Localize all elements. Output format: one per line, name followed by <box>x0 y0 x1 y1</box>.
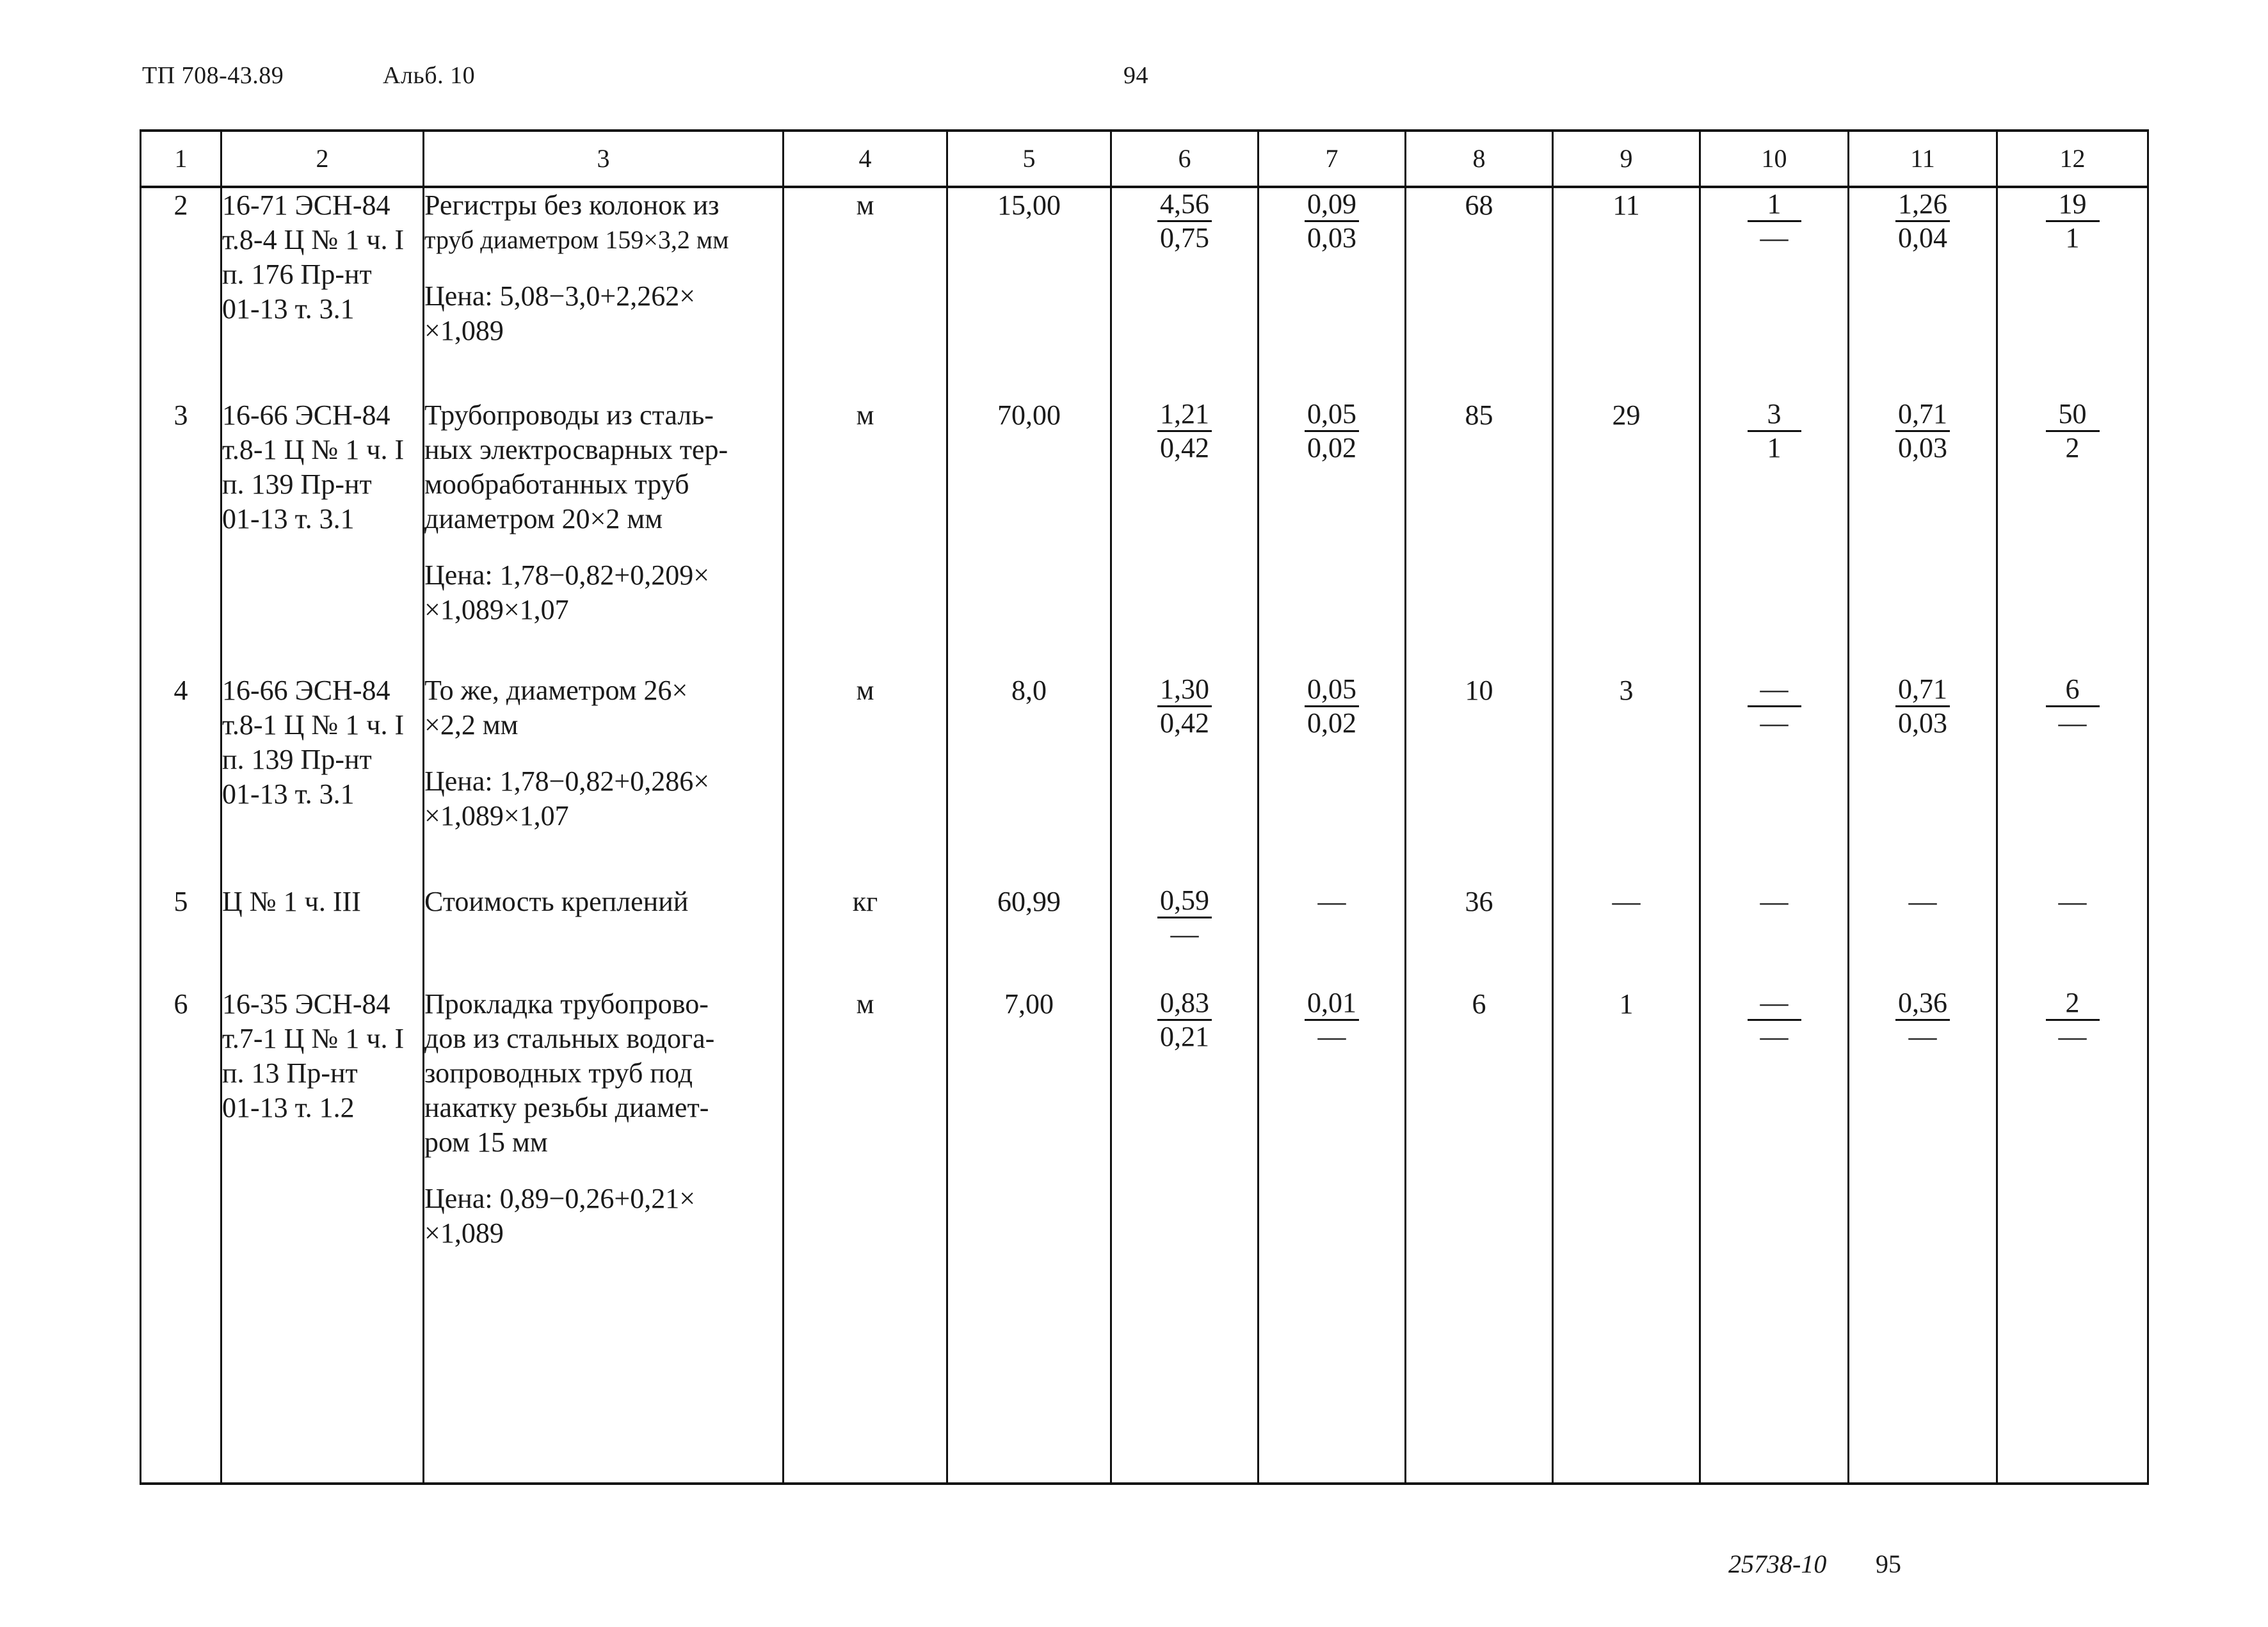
col11-value <box>1849 987 1997 1484</box>
col12-value <box>1997 987 2148 1484</box>
column-number-row <box>141 131 2148 187</box>
column-header: 7 <box>1259 131 1406 187</box>
unit: кг <box>784 885 947 987</box>
price-formula <box>424 1182 782 1251</box>
denominator: 0,21 <box>1160 1021 1209 1052</box>
normative-reference <box>221 987 424 1484</box>
numerator: 0,09 <box>1305 188 1359 222</box>
col10-value <box>1700 987 1849 1484</box>
description-line: дов из стальных водога- <box>424 1023 715 1054</box>
numerator: 0,05 <box>1305 673 1359 707</box>
reference-line: п. 176 Пр-нт <box>222 259 372 290</box>
price-line: Цена: 5,08−3,0+2,262× <box>424 280 696 312</box>
quantity: 70,00 <box>947 398 1111 673</box>
denominator: 0,42 <box>1160 707 1209 739</box>
col7-value: — <box>1259 885 1406 987</box>
table-row <box>141 673 2148 885</box>
row-number: 2 <box>141 187 221 398</box>
numerator: 0,01 <box>1305 987 1359 1021</box>
numerator: 1,30 <box>1157 673 1212 707</box>
description-line: Прокладка трубопрово- <box>424 988 709 1020</box>
price-line: ×1,089×1,07 <box>424 594 569 625</box>
numerator: 4,56 <box>1157 188 1212 222</box>
reference-line: 16-66 ЭСН-84 <box>222 399 390 431</box>
denominator: — <box>1760 707 1789 739</box>
denominator: 0,75 <box>1160 222 1209 253</box>
reference-line: 01-13 т. 3.1 <box>222 503 355 534</box>
description-line: накатку резьбы диамет- <box>424 1092 709 1123</box>
normative-reference <box>221 885 424 987</box>
reference-line: 01-13 т. 3.1 <box>222 293 355 325</box>
column-header: 3 <box>424 131 784 187</box>
reference-line: п. 13 Пр-нт <box>222 1057 358 1089</box>
reference-line: т.7-1 Ц № 1 ч. I <box>222 1023 405 1054</box>
col12-value <box>1997 398 2148 673</box>
numerator: 1 <box>1748 188 1801 222</box>
col8-value: 6 <box>1406 987 1553 1484</box>
col9-value: 11 <box>1553 187 1700 398</box>
denominator: 1 <box>1767 432 1781 463</box>
col7-value <box>1259 673 1406 885</box>
reference-line: п. 139 Пр-нт <box>222 744 372 775</box>
col9-value: 1 <box>1553 987 1700 1484</box>
price-formula <box>424 558 782 627</box>
denominator: 0,04 <box>1898 222 1947 253</box>
table-row <box>141 885 2148 987</box>
col12-value <box>1997 187 2148 398</box>
col10-value <box>1700 187 1849 398</box>
reference-line: 01-13 т. 1.2 <box>222 1092 355 1123</box>
col6-value <box>1111 187 1259 398</box>
column-header: 2 <box>221 131 424 187</box>
normative-reference <box>221 187 424 398</box>
description-line: Стоимость креплений <box>424 886 689 917</box>
denominator: — <box>1760 1021 1789 1052</box>
quantity: 7,00 <box>947 987 1111 1484</box>
reference-line: 16-35 ЭСН-84 <box>222 988 390 1020</box>
footer-document-code: 25738-10 <box>1728 1550 1827 1578</box>
unit: м <box>784 187 947 398</box>
reference-line: т.8-4 Ц № 1 ч. I <box>222 224 405 255</box>
description-line: Регистры без колонок из <box>424 189 720 221</box>
col9-value: 3 <box>1553 673 1700 885</box>
column-header: 5 <box>947 131 1111 187</box>
numerator: 0,71 <box>1895 398 1950 432</box>
numerator: 1,21 <box>1157 398 1212 432</box>
denominator: 1 <box>2065 222 2080 253</box>
description-line: ром 15 мм <box>424 1126 548 1158</box>
col12-value <box>1997 673 2148 885</box>
price-line: Цена: 1,78−0,82+0,209× <box>424 559 710 591</box>
price-line: ×1,089 <box>424 315 504 346</box>
description-line: труб диаметром 159×3,2 мм <box>424 225 729 254</box>
numerator: 2 <box>2046 987 2100 1021</box>
unit: м <box>784 673 947 885</box>
table-row <box>141 398 2148 673</box>
col10-value: — <box>1700 885 1849 987</box>
unit: м <box>784 398 947 673</box>
numerator: — <box>1748 673 1801 707</box>
reference-line: Ц № 1 ч. III <box>222 886 361 917</box>
denominator: — <box>2058 1021 2087 1052</box>
price-line: Цена: 0,89−0,26+0,21× <box>424 1183 696 1214</box>
col8-value: 36 <box>1406 885 1553 987</box>
work-description <box>424 187 784 398</box>
quantity: 60,99 <box>947 885 1111 987</box>
row-number: 4 <box>141 673 221 885</box>
col12-value: — <box>1997 885 2148 987</box>
description-line: ×2,2 мм <box>424 709 519 741</box>
col7-value <box>1259 398 1406 673</box>
numerator: — <box>1748 987 1801 1021</box>
numerator: 0,05 <box>1305 398 1359 432</box>
col10-value <box>1700 398 1849 673</box>
denominator: — <box>1170 918 1199 950</box>
description-line: диаметром 20×2 мм <box>424 503 663 534</box>
col9-value: — <box>1553 885 1700 987</box>
footer-page-number: 95 <box>1876 1550 1901 1578</box>
numerator: 0,36 <box>1895 987 1950 1021</box>
denominator: 0,02 <box>1307 432 1356 463</box>
work-description <box>424 987 784 1484</box>
denominator: 0,03 <box>1898 707 1947 739</box>
description-line: Трубопроводы из сталь- <box>424 399 714 431</box>
work-description <box>424 398 784 673</box>
column-header: 11 <box>1849 131 1997 187</box>
quantity: 15,00 <box>947 187 1111 398</box>
denominator: 2 <box>2065 432 2080 463</box>
denominator: — <box>2058 707 2087 739</box>
numerator: 50 <box>2046 398 2100 432</box>
col11-value <box>1849 187 1997 398</box>
col6-value <box>1111 673 1259 885</box>
work-description <box>424 673 784 885</box>
numerator: 3 <box>1748 398 1801 432</box>
column-header: 8 <box>1406 131 1553 187</box>
price-formula <box>424 279 782 348</box>
album-label: Альб. 10 <box>383 62 476 89</box>
row-number: 6 <box>141 987 221 1484</box>
description-line: То же, диаметром 26× <box>424 675 688 706</box>
row-number: 3 <box>141 398 221 673</box>
numerator: 0,59 <box>1157 885 1212 918</box>
numerator: 0,71 <box>1895 673 1950 707</box>
numerator: 0,83 <box>1157 987 1212 1021</box>
reference-line: т.8-1 Ц № 1 ч. I <box>222 709 405 741</box>
description-line: мообработанных труб <box>424 469 689 500</box>
numerator: 1,26 <box>1895 188 1950 222</box>
reference-line: 01-13 т. 3.1 <box>222 778 355 810</box>
denominator: — <box>1317 1021 1346 1052</box>
denominator: 0,02 <box>1307 707 1356 739</box>
col9-value: 29 <box>1553 398 1700 673</box>
normative-reference <box>221 398 424 673</box>
description-line: зопроводных труб под <box>424 1057 693 1089</box>
col7-value <box>1259 987 1406 1484</box>
denominator: — <box>1760 222 1789 253</box>
row-number: 5 <box>141 885 221 987</box>
column-header: 6 <box>1111 131 1259 187</box>
work-description <box>424 885 784 987</box>
col8-value: 68 <box>1406 187 1553 398</box>
col7-value <box>1259 187 1406 398</box>
description-line: ных электросварных тер- <box>424 434 728 465</box>
col11-value: — <box>1849 885 1997 987</box>
normative-reference <box>221 673 424 885</box>
numerator: 6 <box>2046 673 2100 707</box>
column-header: 1 <box>141 131 221 187</box>
col6-value <box>1111 398 1259 673</box>
price-line: Цена: 1,78−0,82+0,286× <box>424 765 710 797</box>
estimate-table <box>140 129 2149 1485</box>
column-header: 9 <box>1553 131 1700 187</box>
reference-line: 16-71 ЭСН-84 <box>222 189 390 221</box>
table-row <box>141 187 2148 398</box>
denominator: 0,03 <box>1898 432 1947 463</box>
col11-value <box>1849 673 1997 885</box>
reference-line: т.8-1 Ц № 1 ч. I <box>222 434 405 465</box>
column-header: 4 <box>784 131 947 187</box>
price-line: ×1,089 <box>424 1217 504 1249</box>
unit: м <box>784 987 947 1484</box>
quantity: 8,0 <box>947 673 1111 885</box>
col10-value <box>1700 673 1849 885</box>
reference-line: 16-66 ЭСН-84 <box>222 675 390 706</box>
price-formula <box>424 764 782 833</box>
price-line: ×1,089×1,07 <box>424 800 569 831</box>
denominator: 0,03 <box>1307 222 1356 253</box>
denominator: — <box>1908 1021 1937 1052</box>
document-code: ТП 708-43.89 <box>142 62 284 89</box>
denominator: 0,42 <box>1160 432 1209 463</box>
col6-value <box>1111 885 1259 987</box>
col11-value <box>1849 398 1997 673</box>
column-header: 12 <box>1997 131 2148 187</box>
reference-line: п. 139 Пр-нт <box>222 469 372 500</box>
col8-value: 10 <box>1406 673 1553 885</box>
col8-value: 85 <box>1406 398 1553 673</box>
table-row <box>141 987 2148 1484</box>
column-header: 10 <box>1700 131 1849 187</box>
numerator: 19 <box>2046 188 2100 222</box>
col6-value <box>1111 987 1259 1484</box>
page-number: 94 <box>1123 62 1148 89</box>
